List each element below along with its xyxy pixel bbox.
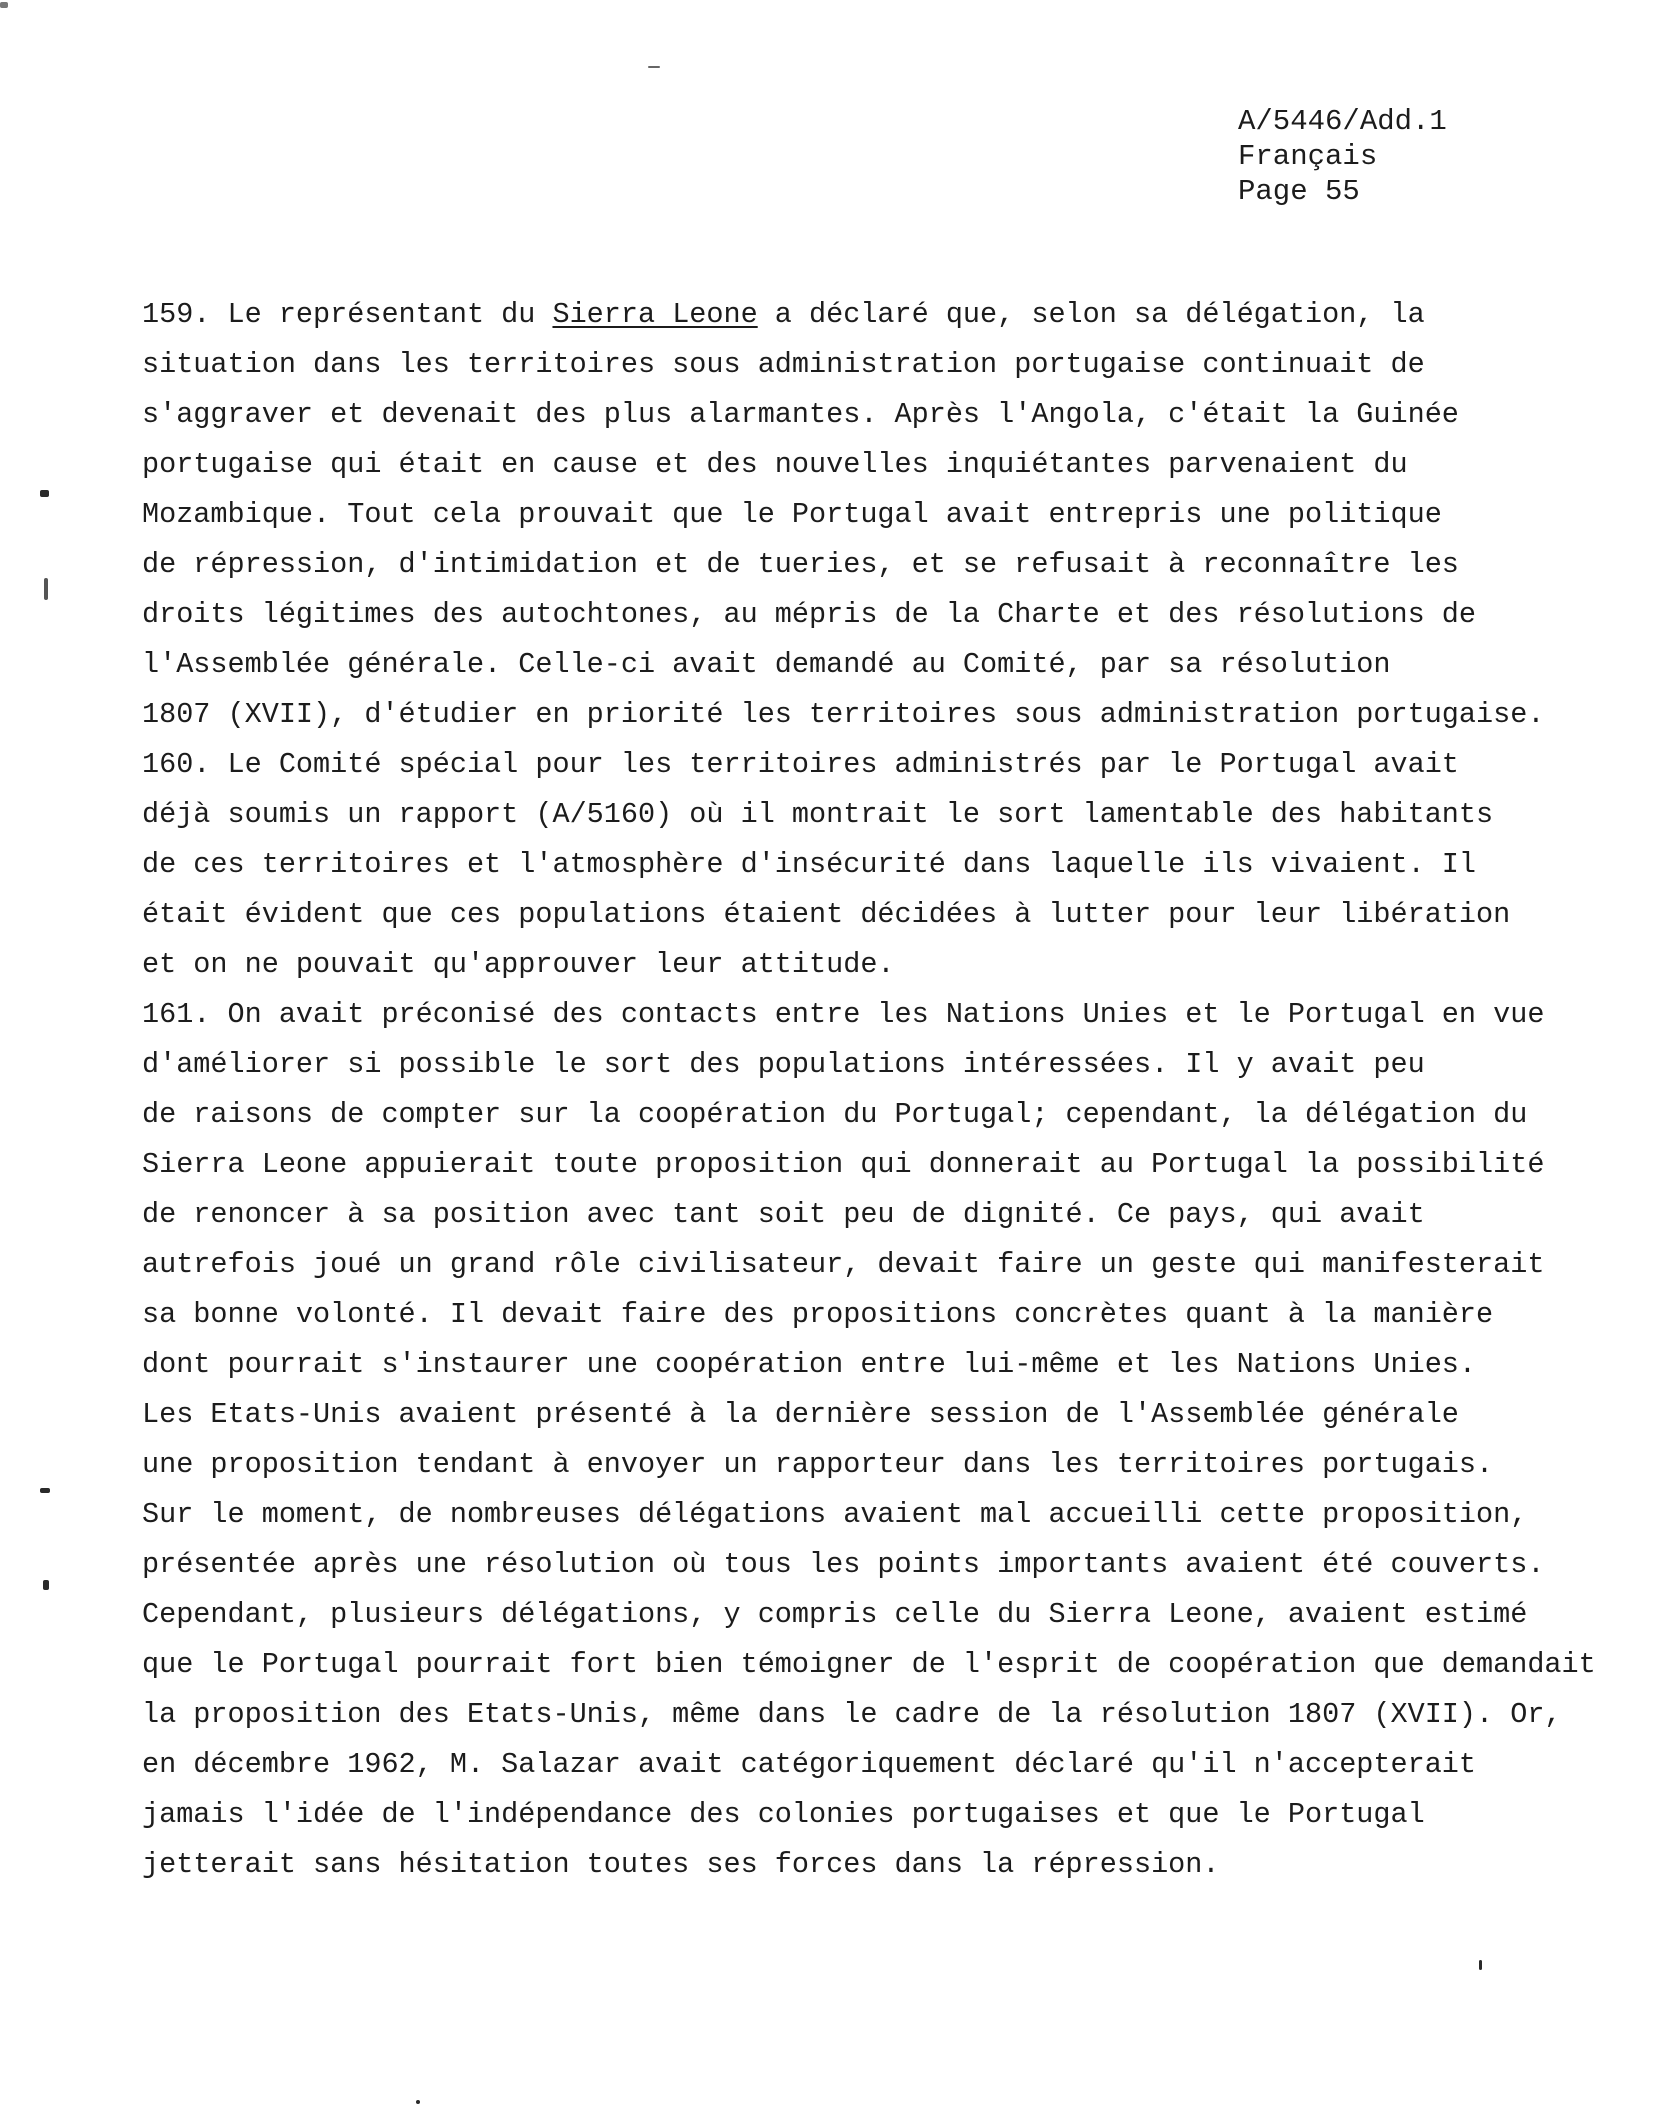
scan-speck bbox=[1479, 1960, 1482, 1970]
document-symbol: A/5446/Add.1 bbox=[1238, 105, 1447, 138]
text-line: déjà soumis un rapport (A/5160) où il montrait le sort lamentable des habitants bbox=[142, 798, 1494, 831]
text-line: Sierra Leone appuierait toute proposition qui donnerait au Portugal la possibilité bbox=[142, 1148, 1545, 1181]
text-line: de ces territoires et l'atmosphère d'insécurité dans laquelle ils vivaient. Il bbox=[142, 848, 1477, 881]
scan-speck bbox=[416, 2100, 420, 2104]
text-line: Mozambique. Tout cela prouvait que le Portugal avait entrepris une politique bbox=[142, 498, 1442, 531]
text-line: de répression, d'intimidation et de tueries, et se refusait à reconnaître les bbox=[142, 548, 1459, 581]
text-line: 1807 (XVII), d'étudier en priorité les territoires sous administration portugaise. bbox=[142, 698, 1545, 731]
text-line: jetterait sans hésitation toutes ses forces dans la répression. bbox=[142, 1848, 1220, 1881]
text-line: de raisons de compter sur la coopération du Portugal; cependant, la délégation du bbox=[142, 1098, 1528, 1131]
text-line: sa bonne volonté. Il devait faire des propositions concrètes quant à la manière bbox=[142, 1298, 1494, 1331]
text-line: jamais l'idée de l'indépendance des colonies portugaises et que le Portugal bbox=[142, 1798, 1425, 1831]
text-line: droits légitimes des autochtones, au mépris de la Charte et des résolutions de bbox=[142, 598, 1477, 631]
text-line: Cependant, plusieurs délégations, y compris celle du Sierra Leone, avaient estimé bbox=[142, 1598, 1528, 1631]
text-line: 159. Le représentant du Sierra Leone a déclaré que, selon sa délégation, la bbox=[142, 298, 1425, 331]
text-line: autrefois joué un grand rôle civilisateur, devait faire un geste qui manifesterait bbox=[142, 1248, 1545, 1281]
text-line: l'Assemblée générale. Celle-ci avait demandé au Comité, par sa résolution bbox=[142, 648, 1391, 681]
text-line: dont pourrait s'instaurer une coopération entre lui-même et les Nations Unies. bbox=[142, 1348, 1477, 1381]
scan-speck bbox=[40, 490, 49, 497]
scan-speck bbox=[40, 1488, 50, 1493]
document-language: Français bbox=[1238, 140, 1378, 173]
text-line: était évident que ces populations étaient décidées à lutter pour leur libération bbox=[142, 898, 1511, 931]
text-line: 161. On avait préconisé des contacts entre les Nations Unies et le Portugal en vue bbox=[142, 998, 1545, 1031]
text-line: et on ne pouvait qu'approuver leur attitude. bbox=[142, 948, 895, 981]
text-line: Les Etats-Unis avaient présenté à la dernière session de l'Assemblée générale bbox=[142, 1398, 1459, 1431]
text-line: Sur le moment, de nombreuses délégations avaient mal accueilli cette proposition, bbox=[142, 1498, 1528, 1531]
page-number: Page 55 bbox=[1238, 175, 1360, 208]
underlined-country: Sierra Leone bbox=[552, 298, 758, 331]
text-line: situation dans les territoires sous administration portugaise continuait de bbox=[142, 348, 1425, 381]
text-line: présentée après une résolution où tous les points importants avaient été couverts. bbox=[142, 1548, 1545, 1581]
text-line: la proposition des Etats-Unis, même dans le cadre de la résolution 1807 (XVII). Or, bbox=[142, 1698, 1562, 1731]
text-line: 160. Le Comité spécial pour les territoires administrés par le Portugal avait bbox=[142, 748, 1459, 781]
text-line: de renoncer à sa position avec tant soit peu de dignité. Ce pays, qui avait bbox=[142, 1198, 1425, 1231]
document-body bbox=[142, 290, 1596, 1890]
scan-speck bbox=[44, 578, 48, 600]
scan-speck bbox=[0, 2, 8, 8]
text-line: en décembre 1962, M. Salazar avait catégoriquement déclaré qu'il n'accepterait bbox=[142, 1748, 1477, 1781]
document-header bbox=[1238, 104, 1447, 209]
scan-speck bbox=[648, 66, 660, 68]
text-line: une proposition tendant à envoyer un rapporteur dans les territoires portugais. bbox=[142, 1448, 1494, 1481]
scan-speck bbox=[43, 1580, 49, 1590]
text-line: d'améliorer si possible le sort des populations intéressées. Il y avait peu bbox=[142, 1048, 1425, 1081]
text-line: que le Portugal pourrait fort bien témoigner de l'esprit de coopération que demandait bbox=[142, 1648, 1596, 1681]
text-line: portugaise qui était en cause et des nouvelles inquiétantes parvenaient du bbox=[142, 448, 1408, 481]
text-line: s'aggraver et devenait des plus alarmantes. Après l'Angola, c'était la Guinée bbox=[142, 398, 1459, 431]
